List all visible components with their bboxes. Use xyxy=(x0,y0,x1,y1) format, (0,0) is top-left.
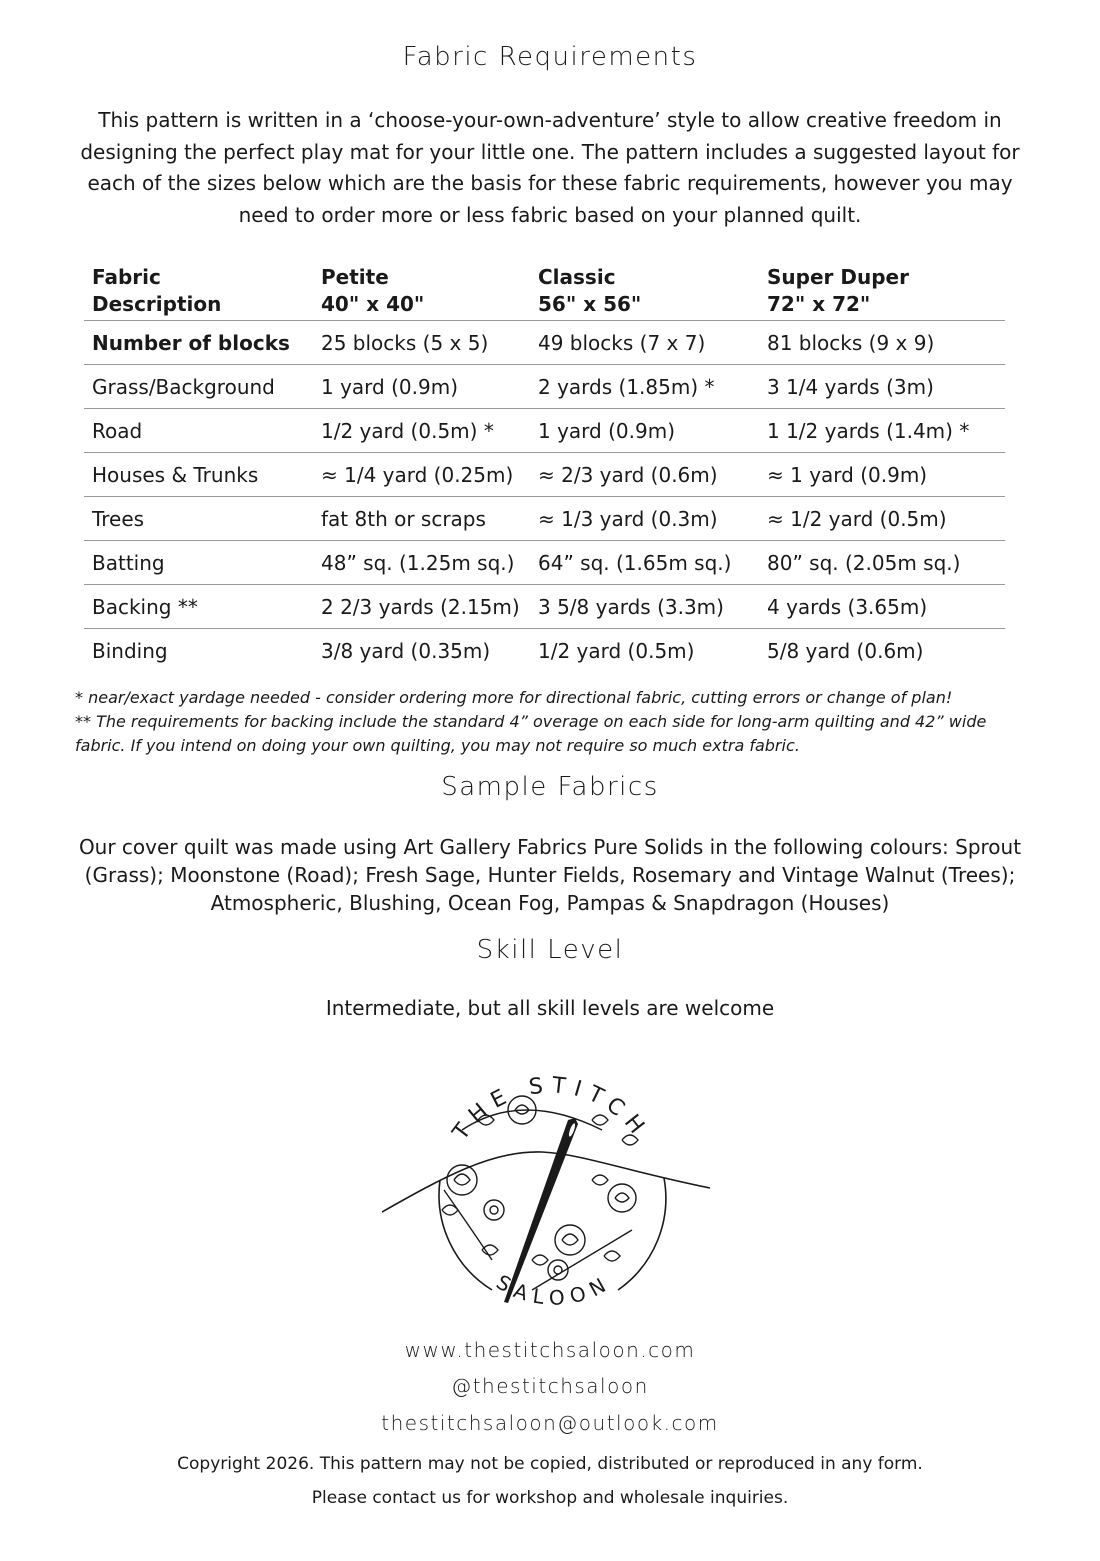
fabric-requirements-table xyxy=(84,260,1005,672)
table-cell: Houses & Trunks xyxy=(84,453,313,497)
header-line: Fabric xyxy=(92,265,161,289)
logo-circle-left xyxy=(439,1180,492,1290)
table-cell: 80” sq. (2.05m sq.) xyxy=(759,541,1005,585)
header-petite xyxy=(313,260,530,321)
table-cell: Batting xyxy=(84,541,313,585)
table-cell: 25 blocks (5 x 5) xyxy=(313,321,530,365)
table-cell: 81 blocks (9 x 9) xyxy=(759,321,1005,365)
sample-fabrics-heading: Sample Fabrics xyxy=(441,772,659,802)
header-line: 72" x 72" xyxy=(767,292,871,316)
header-line: Petite xyxy=(321,265,389,289)
header-classic xyxy=(530,260,759,321)
table-cell: 1 yard (0.9m) xyxy=(313,365,530,409)
table-cell: 4 yards (3.65m) xyxy=(759,585,1005,629)
table-row xyxy=(84,409,1005,453)
table-cell: fat 8th or scraps xyxy=(313,497,530,541)
page-title: Fabric Requirements xyxy=(402,42,698,72)
table-cell: Binding xyxy=(92,638,168,663)
table-cell: ≈ 1/3 yard (0.3m) xyxy=(530,497,759,541)
website-link[interactable]: www.thestitchsaloon.com xyxy=(404,1338,696,1362)
skill-level-text: Intermediate, but all skill levels are welcome xyxy=(325,996,775,1020)
table-cell: ≈ 1/2 yard (0.5m) xyxy=(759,497,1005,541)
table-cell: 1 yard (0.9m) xyxy=(530,409,759,453)
table-cell: 2 yards (1.85m) * xyxy=(530,365,759,409)
table-cell: 2 2/3 yards (2.15m) xyxy=(313,585,530,629)
table-header-row xyxy=(84,260,1005,321)
logo-bottom-text: SALOON xyxy=(492,1269,616,1311)
sample-fabrics-text: Our cover quilt was made using Art Gallery Fabrics Pure Solids in the following colours: Sprout (Grass); Moonstone (Road); Fresh Sage, Hunter Fields, Rosemary and Vintage Walnut (Trees); Atmospheric, Blushing, Ocean Fog, Pampas & Snapdragon (Houses) xyxy=(78,835,1022,915)
copyright-text: Copyright 2026. This pattern may not be copied, distributed or reproduced in any form. xyxy=(177,1454,923,1474)
inquiries-text: Please contact us for workshop and wholesale inquiries. xyxy=(311,1488,789,1508)
header-line: 40" x 40" xyxy=(321,292,425,316)
email-link[interactable]: thestitchsaloon@outlook.com xyxy=(381,1411,719,1435)
table-cell: Trees xyxy=(84,497,313,541)
skill-level-heading: Skill Level xyxy=(476,935,624,965)
header-line: Super Duper xyxy=(767,265,909,289)
table-cell: ≈ 1/4 yard (0.25m) xyxy=(313,453,530,497)
table-cell: Grass/Background xyxy=(84,365,313,409)
table-row xyxy=(84,453,1005,497)
table-cell: Backing ** xyxy=(84,585,313,629)
table-cell: 3 5/8 yards (3.3m) xyxy=(530,585,759,629)
table-row xyxy=(84,497,1005,541)
header-line: Description xyxy=(92,292,222,316)
logo-top-text: THE STITCH xyxy=(448,1073,654,1145)
stitch-saloon-logo xyxy=(382,1060,718,1330)
svg-text:THE STITCH xyxy=(448,1073,654,1146)
table-row xyxy=(84,585,1005,629)
header-fabric-description xyxy=(84,260,313,321)
table-row xyxy=(84,365,1005,409)
table-cell: 3 1/4 yards (3m) xyxy=(759,365,1005,409)
header-line: Classic xyxy=(538,265,616,289)
table-cell: Number of blocks xyxy=(84,321,313,365)
header-line: 56" x 56" xyxy=(538,292,642,316)
table-cell: 3/8 yard (0.35m) xyxy=(321,638,491,663)
table-cell: 48” sq. (1.25m sq.) xyxy=(313,541,530,585)
table-cell: 1/2 yard (0.5m) * xyxy=(313,409,530,453)
table-row xyxy=(84,629,1005,673)
table-cell: ≈ 1 yard (0.9m) xyxy=(759,453,1005,497)
header-super-duper xyxy=(759,260,1005,321)
intro-paragraph: This pattern is written in a ‘choose-your-own-adventure’ style to allow creative freedom in designing the perfect play mat for your little one. The pattern includes a suggested layout for each of the sizes below which are the basis for these fabric requirements, however you may need to order more or less fabric based on your planned quilt. xyxy=(80,108,1020,227)
table-row xyxy=(84,541,1005,585)
table-cell: ≈ 2/3 yard (0.6m) xyxy=(530,453,759,497)
table-cell: 49 blocks (7 x 7) xyxy=(530,321,759,365)
table-cell: 5/8 yard (0.6m) xyxy=(767,638,924,663)
yardage-footnote: * near/exact yardage needed - consider ordering more for directional fabric, cutting errors or change of plan! xyxy=(75,688,953,707)
backing-footnote: ** The requirements for backing include the standard 4” overage on each side for long-arm quilting and 42” wide fabric. If you intend on doing your own quilting, you may not require so much extra fabric. xyxy=(75,712,987,755)
table-cell: Road xyxy=(84,409,313,453)
instagram-handle[interactable]: @thestitchsaloon xyxy=(451,1374,649,1398)
table-row xyxy=(84,321,1005,365)
svg-text:SALOON xyxy=(492,1270,615,1310)
table-cell: 1 1/2 yards (1.4m) * xyxy=(759,409,1005,453)
table-cell: 1/2 yard (0.5m) xyxy=(538,638,695,663)
table-cell: 64” sq. (1.65m sq.) xyxy=(530,541,759,585)
